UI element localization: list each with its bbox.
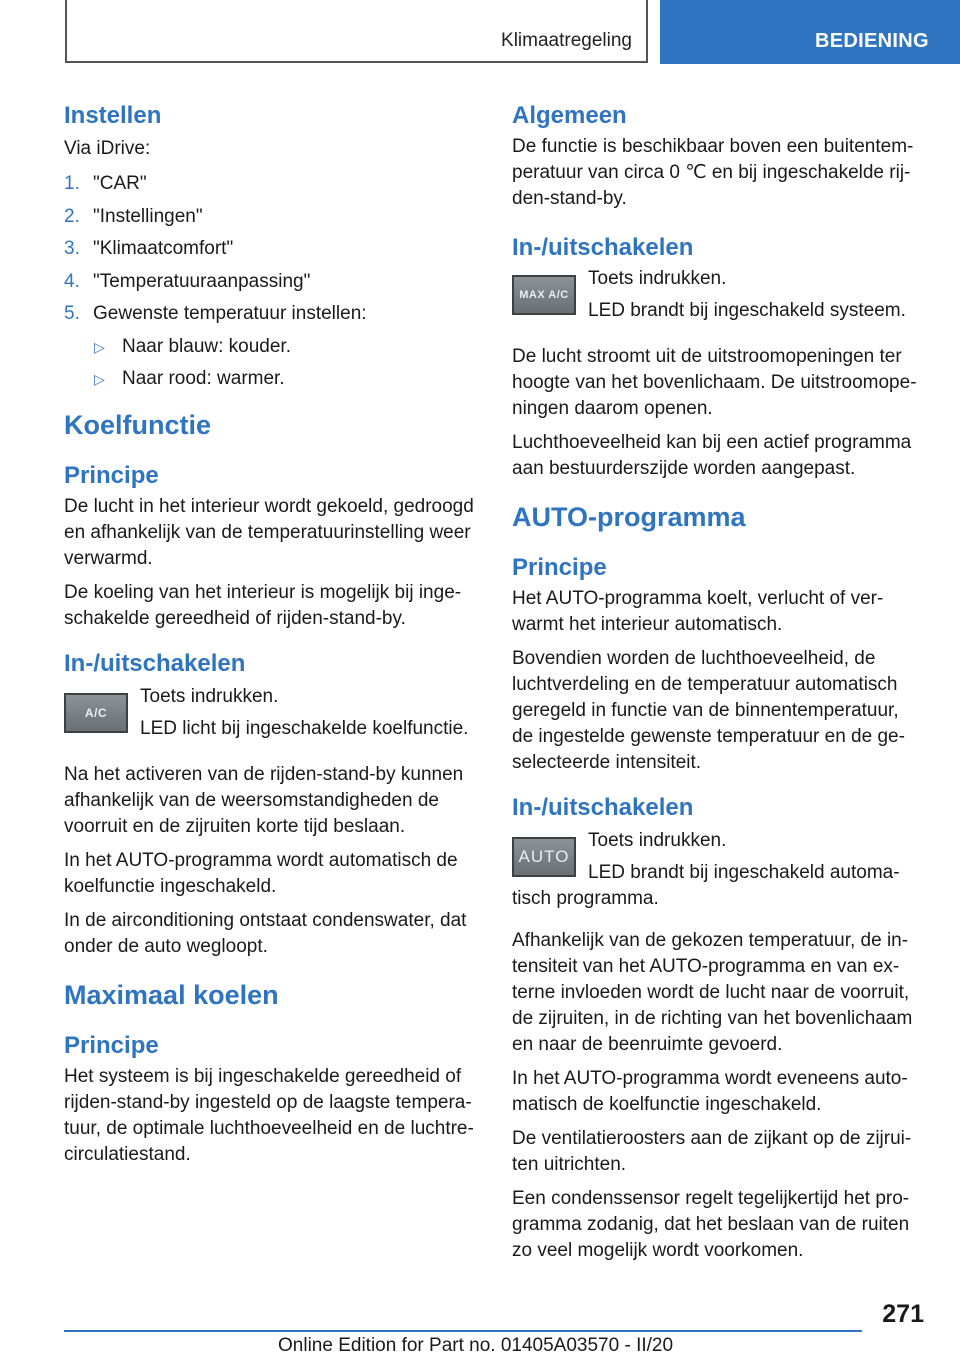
max-ac-button-row <box>512 266 924 330</box>
auto-paragraph-3: Afhankelijk van de gekozen temperatuur, de intensiteit van het AUTO-programma en van externe invloeden wordt de lucht naar de voorruit, de zijruiten, in de richting van het bovenlichaam en naar de beenruimte gevoerd. <box>512 930 913 1055</box>
koelfunctie-heading: Koelfunctie <box>64 410 212 440</box>
auto-paragraph-2: Bovendien worden de luchthoeveelheid, de luchtverdeling en de temperatuur automatisch geregeld in functie van de binnentemperatuur, de ingestelde gewenste temperatuur en de geselecteerde intensiteit. <box>512 648 905 773</box>
auto-instruction-2: LED brandt bij ingeschakeld automatisch programma. <box>512 862 900 909</box>
koelfunctie-paragraph-5: In de airconditioning ontstaat condenswater, dat onder de auto wegloopt. <box>64 910 467 957</box>
step-text: "Instellingen" <box>93 205 203 227</box>
koelfunctie-paragraph-1: De lucht in het interieur wordt gekoeld, gedroogd en afhankelijk van de temperatuurinstelling weer verwarmd. <box>64 496 474 569</box>
max-ac-instruction-1: Toets indrukken. <box>588 268 727 289</box>
koelfunctie-paragraph-2: De koeling van het interieur is mogelijk bij ingeschakelde gereedheid of rijden-stand-by. <box>64 582 462 629</box>
ac-button-image: A/C <box>64 693 128 733</box>
koelfunctie-paragraph-3: Na het activeren van de rijden-stand-by kunnen afhankelijk van de weersomstandigheden de voorruit en de zijruiten korte tijd beslaan. <box>64 764 464 837</box>
page-number: 271 <box>882 1300 924 1328</box>
auto-paragraph-1: Het AUTO-programma koelt, verlucht of verwarmt het interieur automatisch. <box>512 588 884 635</box>
step-item <box>64 204 480 230</box>
ac-button-row <box>64 684 480 748</box>
step-item <box>64 269 480 295</box>
ac-instruction-2: LED licht bij ingeschakelde koelfunctie. <box>140 718 469 739</box>
triangle-bullet-icon: ▷ <box>94 338 105 355</box>
koelfunctie-paragraph-4: In het AUTO-programma wordt automatisch de koelfunctie ingeschakeld. <box>64 850 458 897</box>
bullet-item <box>64 334 480 360</box>
chapter-title: Klimaatregeling <box>501 30 632 51</box>
step-item <box>64 171 480 197</box>
auto-paragraph-5: De ventilatieroosters aan de zijkant op de zijruiten uitrichten. <box>512 1128 912 1175</box>
instellen-intro: Via iDrive: <box>64 138 151 159</box>
step-item <box>64 301 480 327</box>
koelfunctie-principe-heading: Principe <box>64 462 159 489</box>
maximaal-koelen-heading: Maximaal koelen <box>64 980 279 1010</box>
footer-edition: Online Edition for Part no. 01405A03570 - II/20 <box>278 1335 674 1356</box>
bullet-text: Naar rood: warmer. <box>122 368 285 389</box>
auto-button-image: AUTO <box>512 837 576 877</box>
algemeen-paragraph-1: De functie is beschikbaar boven een buitentemperatuur van circa 0 ℃ en bij ingeschakelde rijden-stand-by. <box>512 136 914 209</box>
left-column <box>64 100 480 1168</box>
auto-paragraph-4: In het AUTO-programma wordt eveneens automatisch de koelfunctie ingeschakeld. <box>512 1068 908 1115</box>
section-tab[interactable] <box>660 0 960 64</box>
step-number: 2. <box>64 205 80 227</box>
step-text: "CAR" <box>93 173 147 194</box>
step-item <box>64 236 480 262</box>
auto-principe-heading: Principe <box>512 554 607 581</box>
auto-instruction-1: Toets indrukken. <box>588 830 727 851</box>
footer-divider <box>64 1330 862 1332</box>
algemeen-paragraph-2: De lucht stroomt uit de uitstroomopeningen ter hoogte van het bovenlichaam. De uitstroomopeningen daarom openen. <box>512 346 917 419</box>
auto-inuit-heading: In-/uitschakelen <box>512 794 694 821</box>
maximaal-koelen-paragraph: Het systeem is bij ingeschakelde gereedheid of rijden-stand-by ingesteld op de laagste temperatuur, de optimale luchthoeveelheid en de luchtrecirculatiestand. <box>64 1066 474 1165</box>
auto-button-row <box>512 828 924 912</box>
auto-paragraph-6: Een condenssensor regelt tegelijkertijd het programma zodanig, dat het beslaan van de ruiten zo veel mogelijk wordt voorkomen. <box>512 1188 910 1261</box>
step-text: Gewenste temperatuur instellen: <box>93 303 367 324</box>
step-number: 5. <box>64 303 80 324</box>
step-number: 3. <box>64 238 80 259</box>
instellen-heading: Instellen <box>64 102 162 129</box>
step-text: "Klimaatcomfort" <box>93 238 234 259</box>
koelfunctie-inuit-heading: In-/uitschakelen <box>64 650 246 677</box>
bullet-item <box>64 366 480 392</box>
auto-programma-heading: AUTO-programma <box>512 502 746 532</box>
section-tab-label: BEDIENING <box>815 30 929 52</box>
bullet-text: Naar blauw: kouder. <box>122 335 291 357</box>
maximaal-koelen-principe-heading: Principe <box>64 1032 159 1059</box>
triangle-bullet-icon: ▷ <box>94 371 105 387</box>
header-chapter-box <box>65 0 648 63</box>
max-ac-instruction-2: LED brandt bij ingeschakeld systeem. <box>588 300 906 321</box>
right-column <box>512 100 924 1264</box>
step-text: "Temperatuuraanpassing" <box>93 270 311 292</box>
algemeen-heading: Algemeen <box>512 102 627 129</box>
algemeen-paragraph-3: Luchthoeveelheid kan bij een actief programma aan bestuurderszijde worden aangepast. <box>512 432 912 479</box>
algemeen-inuit-heading: In-/uitschakelen <box>512 234 694 261</box>
step-number: 4. <box>64 270 80 292</box>
max-ac-button-image: MAX A/C <box>512 275 576 315</box>
instellen-steps <box>64 171 480 327</box>
temperature-bullets <box>64 334 480 393</box>
ac-instruction-1: Toets indrukken. <box>140 686 279 707</box>
step-number: 1. <box>64 173 80 194</box>
